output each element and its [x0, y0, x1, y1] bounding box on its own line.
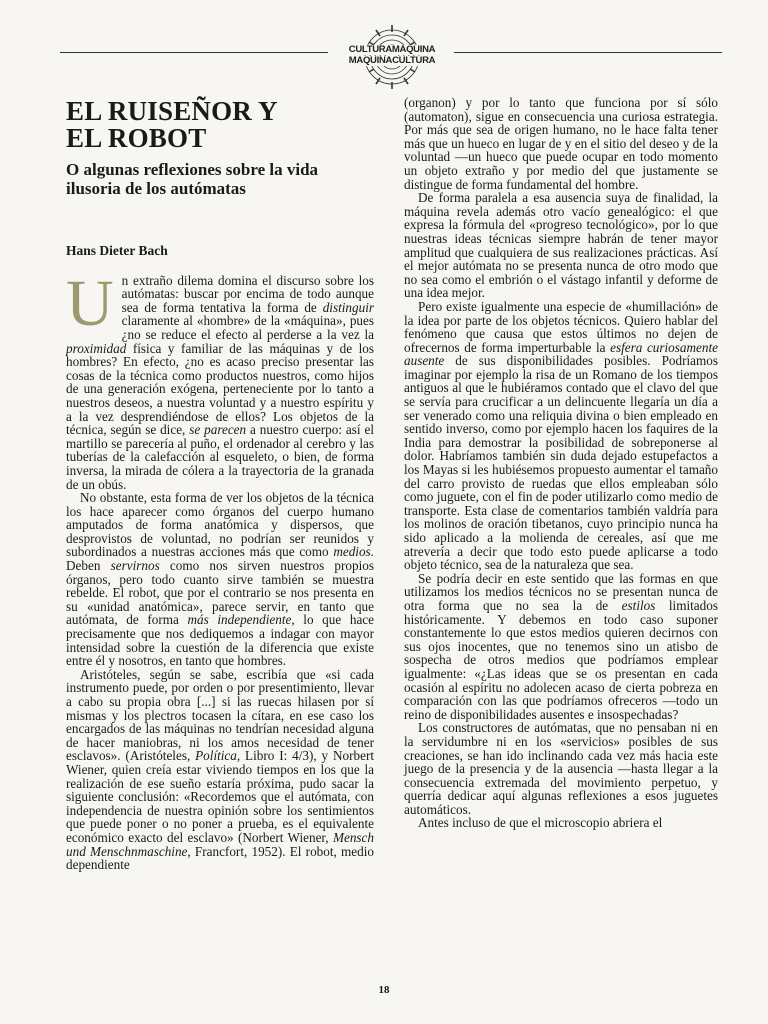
paragraph-right-3: Pero existe igualmente una especie de «humillación» de la idea por parte de los objetos técnicos. Quiero hablar del fenómeno que causa que estos últimos no dejen de ofrecernos de forma imperturbable la esfera curiosamente ausente de sus disponibilidades posibles. Podríamos imaginar por ejemplo la risa de un Romano de los tiempos antiguos al que le hubiéramos contado que el clavo del que se servía para crucificar a un delincuente llegaría un día a ser venerado como una reliquia divina o bien empleado en sentido inverso, como por ejemplo hacen los faquires de la India para demostrar la posibilidad de sobreponerse al dolor. Habríamos también sin duda dejado estupefactos a los Mayas si les hubiésemos propuesto aumentar el tamaño del carro provisto de ruedas que ellos empleaban sólo como juguete, con el fin de poder utilizarlo como medio de transporte. Esta clase de comentarios también valdría para los molinos de oración tibetanos, cuyo principio nunca ha sido aplicado a la molienda de cereales, así que me atrevería a decir que todo esto puede aplicarse a todo objeto técnico, sea de la naturaleza que sea. — [404, 298, 718, 573]
paragraph-left-2: No obstante, esta forma de ver los objetos de la técnica los hace aparecer como órganos del cuerpo humano amputados de forma anatómica y dispersos, que desprovistos de voluntad, no podrían ser reunidos y subordinados a nuestras acciones más que como medios. Deben servirnos como nos sirven nuestros propios órganos, pero todo cuanto sirve también se muestra rebelde. El robot, que por el contrario se nos presenta en su «unidad anatómica», parece servir, en tanto que autómata, de forma más independiente, lo que hace precisamente que nos dediquemos a indagar con mayor intensidad sobre la cuestión de la diferencia que existe entre él y nosotros, en tanto que hombres. — [66, 490, 375, 669]
page-number: 18 — [378, 984, 390, 996]
article-subtitle: O algunas reflexiones sobre la vida ilusoria de los autómatas — [66, 160, 319, 198]
header-rule-right — [454, 52, 722, 53]
left-column — [66, 96, 374, 872]
paragraph-right-2: De forma paralela a esa ausencia suya de finalidad, la máquina revela además otro vacío genealógico: el que expresa la fórmula del «progreso tecnológico», por lo que nuestras ideas técnicas siempre habrán de tener mayor amplitud que cualquiera de sus realizaciones prácticas. Así el mejor autómata no se presenta nunca de otro modo que no sea como el embrión o el vástago infantil y deforme de una idea mejor. — [404, 190, 718, 301]
paragraph-left-3: Aristóteles, según se sabe, escribía que «si cada instrumento puede, por orden o por presentimiento, llevar a cabo su propia obra [...] si las ruecas hilasen por sí mismas y los plectros tocasen la cítara, en ese caso los encargados de las máquinas no tendrían necesidad alguna de hacer maniobras, ni los amos necesidad de tener esclavos». (Aristóteles, Política, Libro I: 4/3), y Norbert Wiener, quien creía estar viviendo tiempos en los que la realización de ese sueño estaría próxima, pudo sacar la siguiente conclusión: «Recordemos que el autómata, con independencia de nuestra opinión sobre los sentimientos que puede poner o no poner a prueba, es el equivalente económico exacto del esclavo» (Norbert Wiener, Mensch und Menschnmaschine, Francfort, 1952). El robot, medio dependiente — [66, 666, 375, 873]
header-rule-left — [60, 52, 328, 53]
paragraph-right-6: Antes incluso de que el microscopio abriera el — [418, 815, 663, 831]
paragraph-right-1: (organon) y por lo tanto que funciona por sí sólo (automaton), sigue en consecuencia una curiosa estrategia. Por más que sea de origen humano, no le hace falta tener más que un hueco en lugar de y en el sitio del deseo y de la voluntad —un hueco que puede ocupar en todo momento un objeto extraño y por medio del que justamente se distingue de forma fundamental del hombre. — [404, 95, 718, 192]
drop-cap: U — [66, 266, 114, 340]
paragraph-right-4: Se podría decir en este sentido que las formas en que utilizamos los medios técnicos no se presentan nunca de otra forma que no sea la de estilos limitados históricamente. Y debemos en todo caso suponer constantemente lo que estos medios quieren decirnos con sus ojos inocentes, que no tenemos sino un atisbo de sospecha de otros medios que podríamos emplear igualmente: «¿Las ideas que se os presentan en cada ocasión al espíritu no adolecen acaso de cierta pobreza en comparación con las que podríamos ofreceros —todo un reino de disponibilidades ausentes e insospechadas? — [404, 570, 718, 722]
brand-line-2: MAQUINACULTURA — [333, 56, 451, 66]
title-line-1: EL RUISEÑOR Y — [66, 96, 278, 126]
paragraph-left-1: Un extraño dilema domina el discurso sobre los autómatas: buscar por encima de todo aunque sea de forma tentativa la forma de distinguir claramente al «hombre» de la «máquina», pues ¿no se reduce el efecto al perderse a la vez la proximidad física y familiar de las máquinas y de los hombres? En efecto, ¿no es acaso preciso presentar las cosas de la técnica como productos nuestros, como hijos de una generación exógena, perteneciente por lo tanto a nuestros deseos, a nuestra voluntad y a nuestro espíritu y a la vez desprendiéndose de ellos? Los objetos de la técnica, según se dice, se parecen a nuestro cuerpo: así el martillo se parecería al puño, el ordenador al cerebro y las tuberías de la calefacción al esqueleto, o bien, de forma inversa, la mirada de cólera a la trayectoria de la granada de un obús. — [66, 266, 375, 492]
title-line-2: EL ROBOT — [66, 123, 207, 153]
paragraph-right-5: Los constructores de autómatas, que no pensaban ni en la servidumbre ni en los «servicios» posibles de sus creaciones, se han ido inclinando cada vez más hacia este juego de la presencia y de la ausencia —hasta llegar a la consecuencia extremada del movimiento perpetuo, y querría dedicar aquí algunas reflexiones a esos juguetes automáticos. — [404, 720, 718, 817]
article-author: Hans Dieter Bach — [66, 243, 168, 258]
page-header — [60, 22, 722, 92]
brand-line-1: CULTURAMAQUINA — [333, 45, 451, 55]
culturamaquina-logo — [333, 22, 451, 92]
article-title — [66, 98, 374, 152]
right-column — [404, 96, 718, 830]
